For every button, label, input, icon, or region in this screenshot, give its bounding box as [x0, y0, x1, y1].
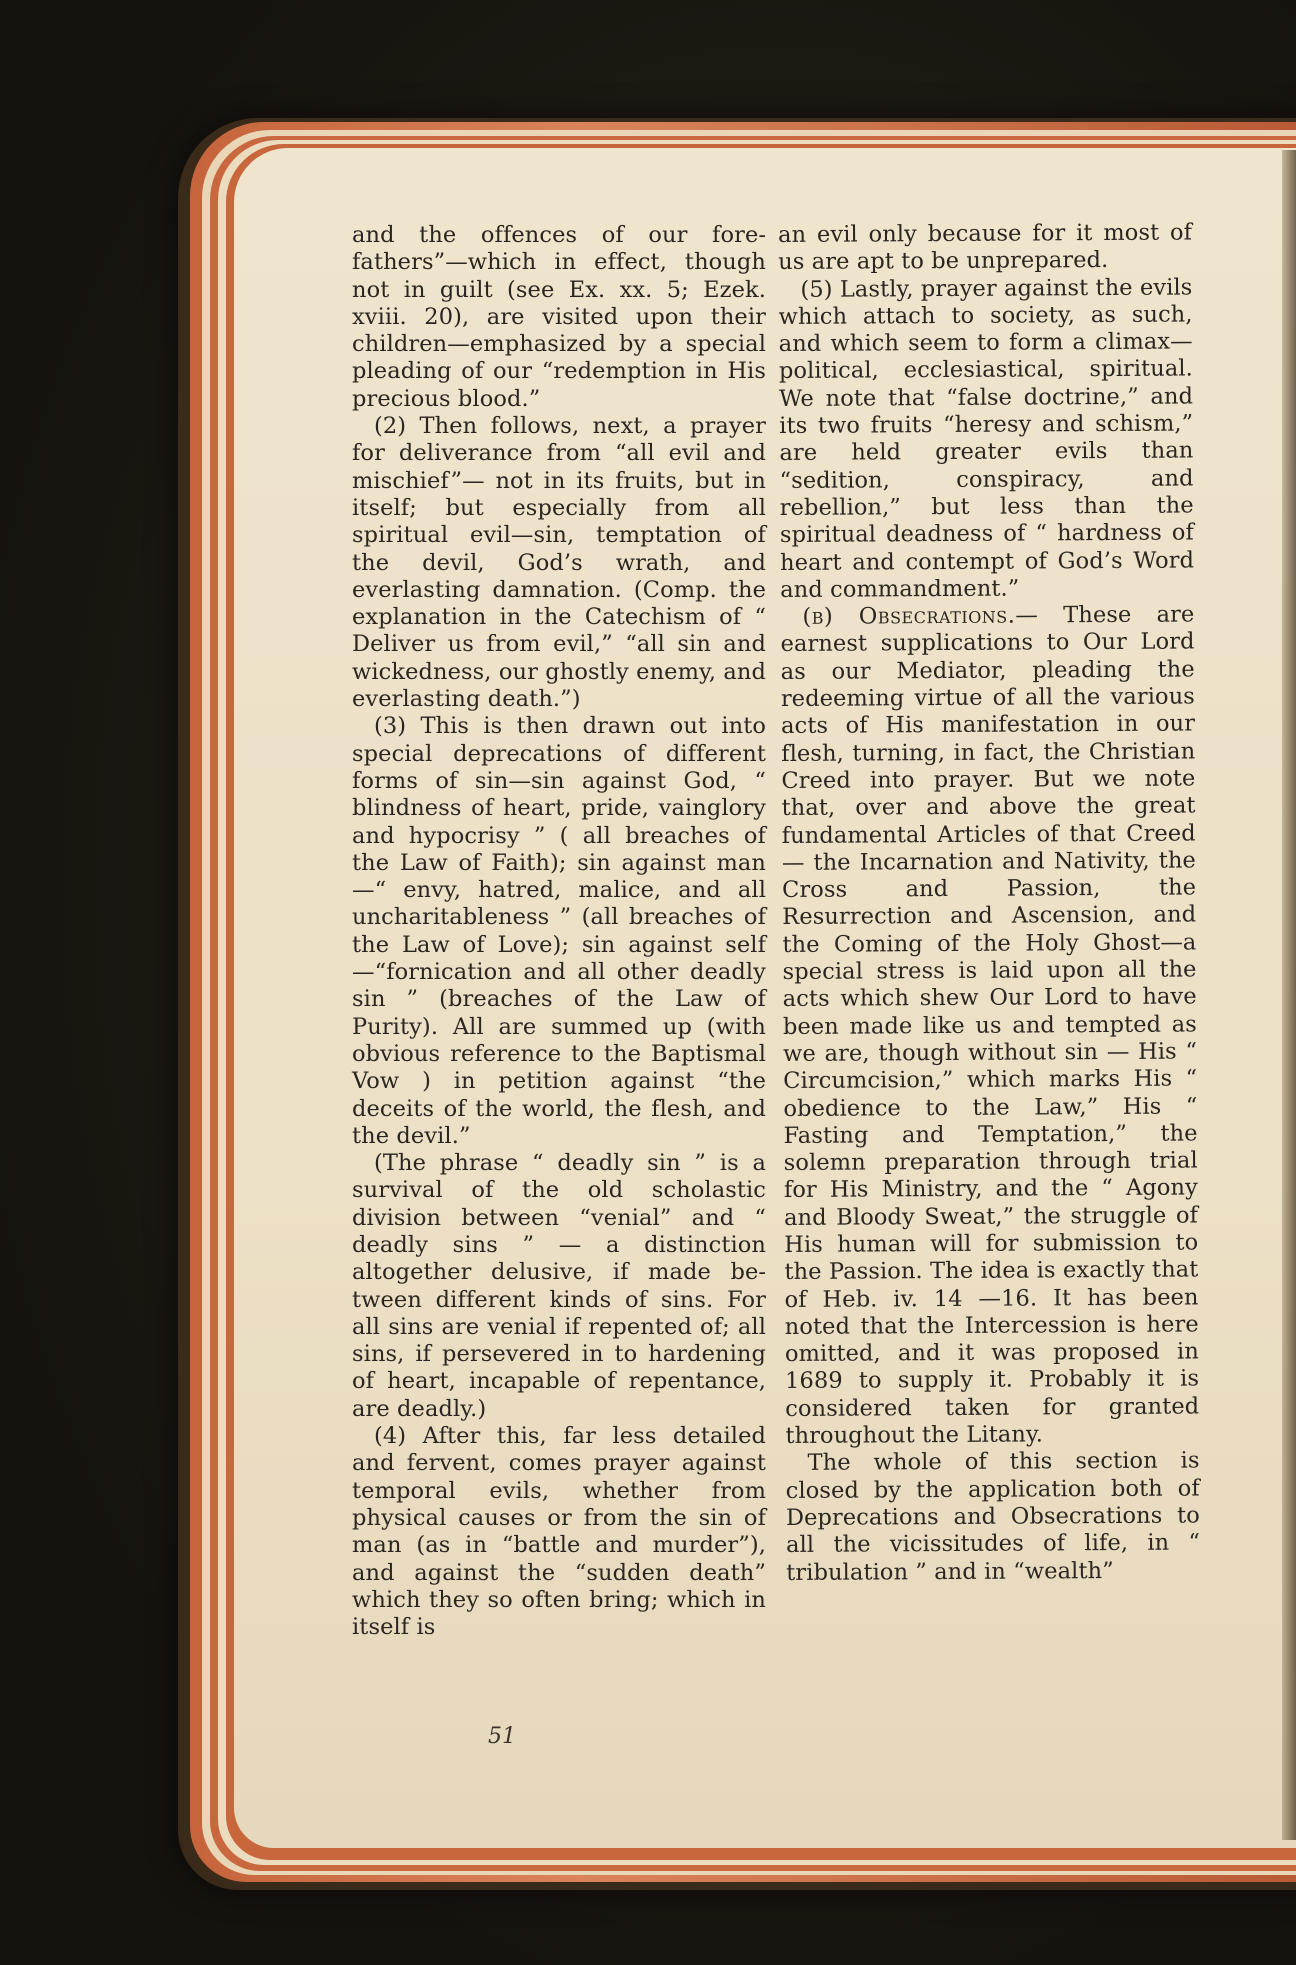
right-text-column: [778, 219, 1200, 1586]
paragraph: The whole of this section is closed by the application both of Deprecations and Obsecrations to all the vicissitudes of life, in “ tribulation ” and in “wealth”: [785, 1447, 1201, 1586]
paragraph: an evil only because for it most of us are apt to be unprepared.: [778, 219, 1193, 276]
paragraph: [780, 602, 1199, 1451]
paragraph: (3) This is then drawn out into special deprecations of different forms of sin—sin against God, “ blindness of heart, pride, vainglory and hypocrisy ” ( all breaches of the Law of Faith); sin against man—“ envy, hatred, malice, and all uncharitableness ” (all breaches of the Law of Love); sin against self—“fornication and all other deadly sin ” (breaches of the Law of Purity). All are summed up (with obvious reference to the Baptismal Vow ) in petition against “the deceits of the world, the flesh, and the devil.”: [352, 713, 766, 1149]
page-number: 51: [488, 1724, 516, 1749]
section-heading: (b) Obsecrations.: [802, 602, 1016, 631]
paragraph-body: — These are earnest supplications to Our Lord as our Mediator, pleading the redeeming virtue of all the various acts of His manifestation in our flesh, turning, in fact, the Christian Creed into prayer. But we note that, over and above the great fundamental Articles of that Creed— the Incarnation and Nativity, the Cross and Passion, the Resurrection and Ascension, and the Coming of the Holy Ghost—a special stress is laid upon all the acts which shew Our Lord to have been made like us and tempted as we are, though without sin — His “ Circumcision,” which marks His “ obedience to the Law,” His “ Fasting and Temptation,” the solemn preparation through trial for His Ministry, and the “ Agony and Bloody Sweat,” the struggle of His human will for submission to the Passion. The idea is exactly that of Heb. iv. 14 —16. It has been noted that the Intercession is here omitted, and it was proposed in 1689 to supply it. Probably it is considered taken for granted throughout the Litany.: [780, 601, 1200, 1450]
book-spine-shadow: [1282, 150, 1296, 1840]
left-text-column: [352, 222, 766, 1641]
paragraph: (2) Then follows, next, a prayer for deliverance from “all evil and mischief”— not in its fruits, but in itself; but especially from all spiritual evil—sin, temptation of the devil, God’s wrath, and everlasting damnation. (Comp. the explanation in the Catechism of “ Deliver us from evil,” “all sin and wickedness, our ghostly enemy, and everlasting death.”): [352, 413, 766, 713]
paragraph: (5) Lastly, prayer against the evils which attach to society, as such, and which seem to form a climax— political, ecclesiastical, spiritual. We note that “false doctrine,” and its two fruits “heresy and schism,” are held greater evils than “sedition, conspiracy, and rebellion,” but less than the spiritual deadness of “ hardness of heart and contempt of God’s Word and commandment.”: [778, 274, 1195, 603]
paragraph: (4) After this, far less detailed and fervent, comes prayer against temporal evils, whether from physical causes or from the sin of man (as in “battle and murder”), and against the “sudden death” which they so often bring; which in itself is: [352, 1423, 766, 1641]
paragraph: and the offences of our forefathers”—which in effect, though not in guilt (see Ex. xx. 5; Ezek. xviii. 20), are visited upon their children—emphasized by a special pleading of our “redemption in His precious blood.”: [352, 222, 766, 412]
paragraph: (The phrase “ deadly sin ” is a survival of the old scholastic division between “venial” and “ deadly sins ” — a distinction altogether delusive, if made between different kinds of sins. For all sins are venial if repented of; all sins, if persevered in to hardening of heart, incapable of repentance, are deadly.): [352, 1150, 766, 1422]
